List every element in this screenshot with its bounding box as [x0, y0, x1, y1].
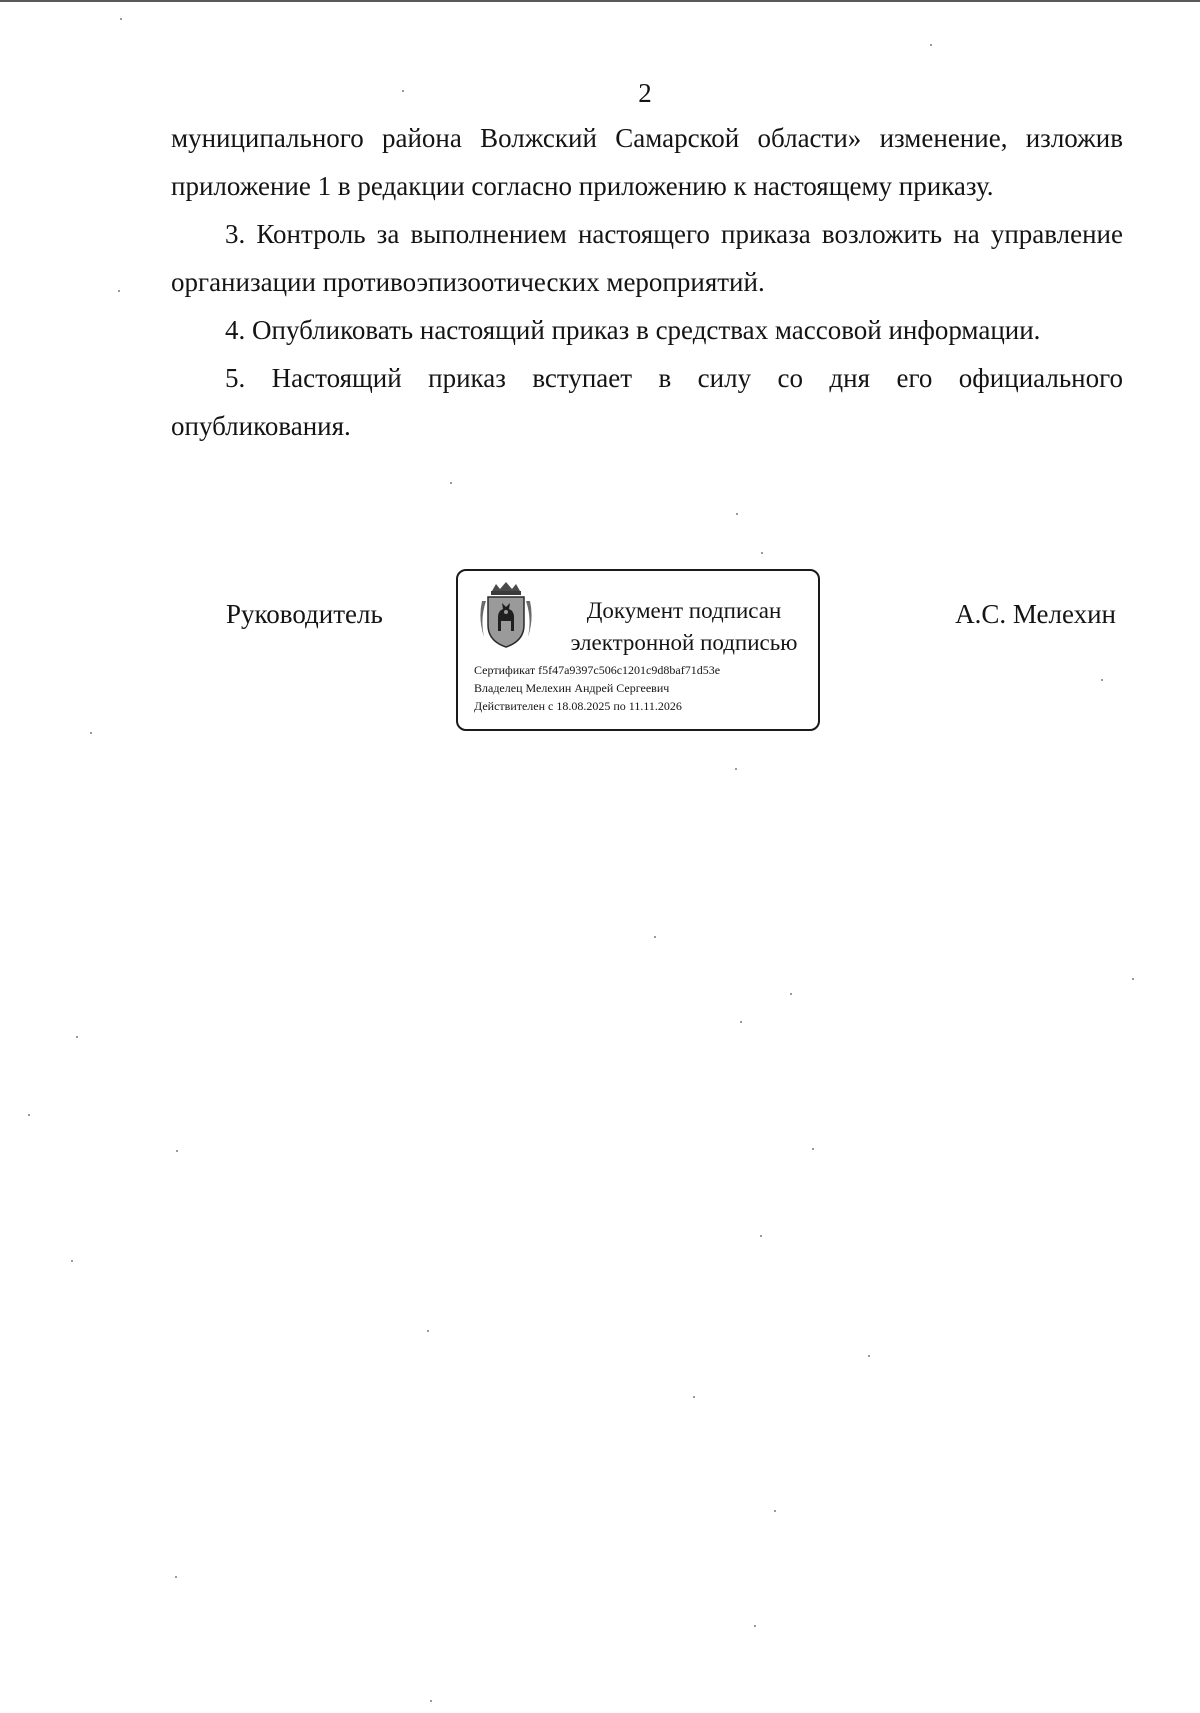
- scan-speck: [450, 482, 452, 484]
- stamp-heading-line: Документ подписан: [586, 598, 782, 623]
- scan-speck: [930, 44, 932, 46]
- paragraph-item-4: [171, 306, 1123, 354]
- scan-top-edge: [0, 0, 1200, 2]
- scan-speck: [118, 290, 120, 292]
- scan-speck: [1132, 978, 1134, 980]
- stamp-heading-line: электронной подписью: [570, 630, 798, 655]
- scan-speck: [90, 732, 92, 734]
- scan-speck: [28, 1114, 30, 1116]
- samara-coat-of-arms-icon: [476, 581, 536, 651]
- scan-speck: [693, 1396, 695, 1398]
- scan-speck: [740, 1021, 742, 1023]
- electronic-signature-stamp: [456, 569, 820, 731]
- paragraph-continuation: [171, 114, 1123, 210]
- text-line: приложение 1 в редакции согласно приложению к настоящему приказу.: [171, 171, 994, 201]
- page-number: 2: [638, 78, 652, 108]
- certificate-number: Сертификат f5f47a9397c506c1201c9d8baf71d53e: [474, 663, 721, 677]
- certificate-validity: Действителен с 18.08.2025 по 11.11.2026: [474, 699, 682, 713]
- text-line: муниципального района Волжский Самарской области» изменение, изложив: [171, 123, 1123, 153]
- text-line: на управление организации противоэпизоотических мероприятий.: [171, 219, 1123, 297]
- scan-speck: [868, 1355, 870, 1357]
- order-body: [171, 114, 1123, 450]
- scan-speck: [120, 18, 122, 20]
- scan-speck: [71, 1260, 73, 1262]
- scan-speck: [654, 936, 656, 938]
- scan-speck: [1101, 679, 1103, 681]
- stamp-heading: [554, 595, 814, 659]
- scan-speck: [790, 993, 792, 995]
- text-line: 5. Настоящий приказ вступает в силу со дня его официального: [225, 363, 1123, 393]
- scan-speck: [761, 552, 763, 554]
- paragraph-item-3: [171, 210, 1123, 306]
- scan-speck: [176, 1150, 178, 1152]
- scan-speck: [774, 1510, 776, 1512]
- scan-speck: [76, 1036, 78, 1038]
- scan-speck: [430, 1700, 432, 1702]
- text-line: 4. Опубликовать настоящий приказ в средствах массовой информации.: [225, 315, 1041, 345]
- scan-speck: [427, 1330, 429, 1332]
- stamp-details: [474, 661, 720, 715]
- signer-position: Руководитель: [226, 599, 383, 629]
- paragraph-item-5: [171, 354, 1123, 450]
- text-line: 3. Контроль за выполнением настоящего приказа возложить: [225, 219, 943, 249]
- scan-speck: [812, 1148, 814, 1150]
- scan-speck: [760, 1235, 762, 1237]
- text-line: опубликования.: [171, 411, 351, 441]
- scan-speck: [754, 1625, 756, 1627]
- scan-speck: [175, 1576, 177, 1578]
- scan-speck: [402, 90, 404, 92]
- scan-speck: [735, 768, 737, 770]
- signer-name: А.С. Мелехин: [955, 599, 1116, 629]
- scan-speck: [736, 513, 738, 515]
- certificate-owner: Владелец Мелехин Андрей Сергеевич: [474, 681, 670, 695]
